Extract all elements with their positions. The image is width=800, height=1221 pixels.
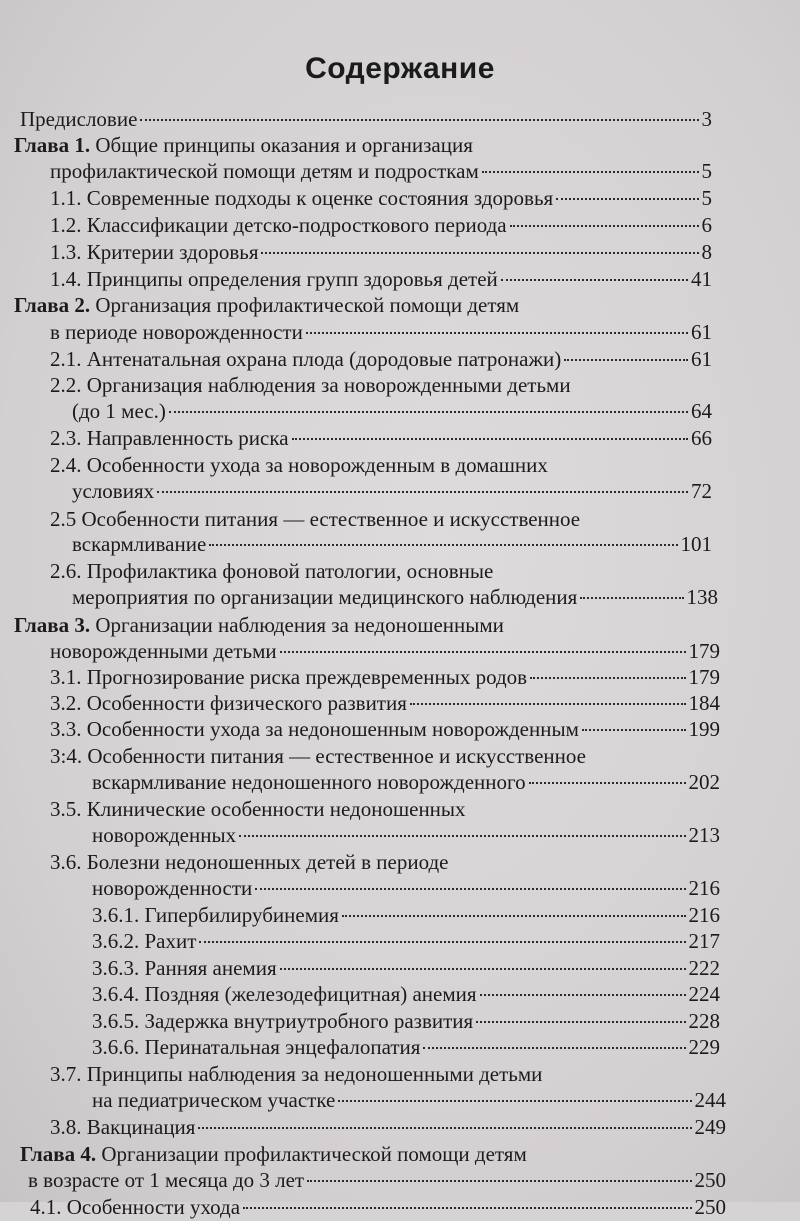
page-number: 216 bbox=[688, 903, 720, 927]
dot-leader bbox=[338, 1100, 691, 1102]
toc-entry-text bbox=[50, 1060, 726, 1088]
entry-title: в возрасте от 1 месяца до 3 лет bbox=[28, 1168, 305, 1192]
entry-title: 2.3. Направленность риска bbox=[50, 426, 289, 450]
dot-leader bbox=[510, 225, 699, 227]
entry-title: 3.1. Прогнозирование риска преждевременных родов bbox=[50, 665, 528, 689]
entry-title: 2.1. Антенатальная охрана плода (дородовые патронажи) bbox=[50, 347, 562, 371]
dot-leader bbox=[480, 994, 686, 996]
toc-chapter-line bbox=[14, 131, 712, 159]
dot-leader bbox=[239, 835, 685, 837]
toc-entry-text bbox=[50, 505, 712, 533]
toc-entry bbox=[92, 901, 720, 929]
toc-entry bbox=[72, 583, 718, 611]
dot-leader bbox=[280, 968, 686, 970]
dot-leader bbox=[530, 677, 685, 679]
toc-entry-text bbox=[92, 927, 196, 955]
dot-leader bbox=[529, 782, 686, 784]
toc-entry bbox=[50, 211, 712, 239]
dot-leader bbox=[243, 1207, 691, 1209]
toc-entry-text bbox=[50, 848, 720, 876]
entry-title: 3.7. Принципы наблюдения за недоношенными детьми bbox=[50, 1062, 543, 1086]
toc-entry-text bbox=[50, 184, 553, 212]
toc-entry-text bbox=[20, 1140, 726, 1168]
entry-title: в периоде новорожденности bbox=[50, 320, 303, 344]
entry-title: 3.2. Особенности физического развития bbox=[50, 691, 407, 715]
toc-entry bbox=[50, 184, 712, 212]
toc-entry-text bbox=[50, 742, 720, 770]
toc-entry bbox=[92, 1007, 720, 1035]
page-number: 8 bbox=[701, 240, 712, 264]
toc-entry bbox=[50, 637, 720, 665]
chapter-label: Глава 3. bbox=[14, 613, 91, 637]
toc-entry-text bbox=[50, 795, 720, 823]
toc-entry-text bbox=[14, 611, 720, 639]
toc-entry-text bbox=[50, 663, 527, 691]
dot-leader bbox=[582, 729, 686, 731]
page-number: 41 bbox=[691, 267, 712, 291]
page-number: 64 bbox=[691, 399, 712, 423]
toc-entry bbox=[92, 768, 720, 796]
dot-leader bbox=[342, 915, 686, 917]
page-number: 229 bbox=[688, 1035, 720, 1059]
entry-title: 4.1. Особенности ухода bbox=[30, 1195, 241, 1219]
page-number: 213 bbox=[688, 823, 720, 847]
entry-title: Организация профилактической помощи детям bbox=[90, 293, 520, 317]
page-number: 3 bbox=[701, 107, 712, 131]
toc-entry-text bbox=[72, 530, 206, 558]
page-number: 61 bbox=[691, 320, 712, 344]
dot-leader bbox=[501, 279, 688, 281]
toc-entry-text bbox=[50, 238, 258, 266]
entry-title: условиях bbox=[72, 479, 155, 503]
entry-title: 3.3. Особенности ухода за недоношенным новорожденным bbox=[50, 717, 579, 741]
dot-leader bbox=[209, 544, 677, 546]
chapter-label: Глава 2. bbox=[14, 293, 91, 317]
entry-title: вскармливание недоношенного новорожденного bbox=[92, 770, 526, 794]
toc-entry-text bbox=[72, 477, 154, 505]
entry-title: 3.8. Вакцинация bbox=[50, 1115, 196, 1139]
toc-entry-text bbox=[92, 901, 339, 929]
toc-entry bbox=[50, 265, 712, 293]
entry-title: 3.6.5. Задержка внутриутробного развития bbox=[92, 1009, 474, 1033]
page-number: 61 bbox=[691, 347, 712, 371]
page-number: 216 bbox=[688, 876, 720, 900]
page-number: 222 bbox=[688, 956, 720, 980]
entry-title: Предисловие bbox=[20, 107, 138, 131]
dot-leader bbox=[564, 359, 688, 361]
toc-entry-text bbox=[50, 318, 303, 346]
toc-entry bbox=[50, 715, 720, 743]
toc-entry bbox=[92, 954, 720, 982]
toc-chapter-line bbox=[14, 291, 712, 319]
toc-entry-text bbox=[50, 451, 712, 479]
toc-entry bbox=[50, 663, 720, 691]
toc-entry-text bbox=[92, 1007, 473, 1035]
page-number: 179 bbox=[688, 665, 720, 689]
dot-leader bbox=[476, 1021, 685, 1023]
entry-title: на педиатрическом участке bbox=[92, 1088, 336, 1112]
page-number: 138 bbox=[686, 585, 718, 609]
toc-entry bbox=[30, 1193, 726, 1221]
page-number: 72 bbox=[691, 479, 712, 503]
dot-leader bbox=[292, 438, 688, 440]
toc-entry bbox=[50, 424, 712, 452]
entry-title: 3.6.3. Ранняя анемия bbox=[92, 956, 277, 980]
toc-entry-text bbox=[50, 689, 407, 717]
chapter-label: Глава 1. bbox=[14, 133, 91, 157]
dot-leader bbox=[307, 1180, 691, 1182]
page-number: 249 bbox=[694, 1115, 726, 1139]
toc-entry-text bbox=[50, 345, 561, 373]
entry-title: 3.6.4. Поздняя (железодефицитная) анемия bbox=[92, 982, 477, 1006]
entry-title: 2.2. Организация наблюдения за новорожденными детьми bbox=[50, 373, 571, 397]
entry-title: 3.6. Болезни недоношенных детей в периоде bbox=[50, 850, 449, 874]
page-number: 184 bbox=[688, 691, 720, 715]
page-number: 66 bbox=[691, 426, 712, 450]
toc-entry-text bbox=[92, 1086, 335, 1114]
toc-entry bbox=[50, 238, 712, 266]
toc-entry bbox=[72, 530, 712, 558]
page-number: 228 bbox=[688, 1009, 720, 1033]
page-number: 250 bbox=[694, 1168, 726, 1192]
dot-leader bbox=[169, 411, 688, 413]
page-number: 244 bbox=[694, 1088, 726, 1112]
dot-leader bbox=[198, 1127, 691, 1129]
toc-entry bbox=[72, 397, 712, 425]
page-title: Содержание bbox=[305, 52, 495, 85]
toc-entry-text bbox=[92, 954, 277, 982]
toc-entry bbox=[50, 157, 712, 185]
toc-entry bbox=[50, 557, 712, 585]
page-number: 5 bbox=[701, 186, 712, 210]
toc-entry-text bbox=[50, 557, 712, 585]
toc-entry bbox=[50, 451, 712, 479]
toc-entry-text bbox=[92, 1033, 420, 1061]
dot-leader bbox=[580, 597, 683, 599]
toc-entry-text bbox=[50, 637, 277, 665]
toc-entry-text bbox=[50, 211, 507, 239]
entry-title: 1.2. Классификации детско-подросткового периода bbox=[50, 213, 507, 237]
toc-entry-text bbox=[50, 424, 289, 452]
entry-title: 1.4. Принципы определения групп здоровья детей bbox=[50, 267, 498, 291]
toc-entry bbox=[50, 371, 712, 399]
toc-entry-text bbox=[50, 1113, 195, 1141]
toc-entry bbox=[50, 795, 720, 823]
toc-entry-text bbox=[50, 157, 479, 185]
toc-chapter-line bbox=[14, 611, 720, 639]
toc-entry bbox=[28, 1166, 726, 1194]
toc-entry-text bbox=[72, 397, 166, 425]
page-number: 202 bbox=[688, 770, 720, 794]
entry-title: 3.5. Клинические особенности недоношенных bbox=[50, 797, 466, 821]
entry-title: новорожденности bbox=[92, 876, 253, 900]
toc-entry bbox=[50, 1060, 726, 1088]
page-number: 224 bbox=[688, 982, 720, 1006]
entry-title: профилактической помощи детям и подросткам bbox=[50, 159, 479, 183]
dot-leader bbox=[482, 171, 699, 173]
dot-leader bbox=[199, 941, 685, 943]
toc-entry-text bbox=[50, 265, 498, 293]
dot-leader bbox=[410, 703, 686, 705]
toc-entry-text bbox=[14, 131, 712, 159]
page-number: 250 bbox=[694, 1195, 726, 1219]
toc-entry bbox=[50, 742, 720, 770]
entry-title: 3.6.6. Перинатальная энцефалопатия bbox=[92, 1035, 421, 1059]
toc-entry bbox=[92, 874, 720, 902]
dot-leader bbox=[157, 491, 688, 493]
page-number: 5 bbox=[701, 159, 712, 183]
toc-entry bbox=[50, 345, 712, 373]
entry-title: Общие принципы оказания и организация bbox=[90, 133, 473, 157]
dot-leader bbox=[261, 252, 698, 254]
toc-entry-text bbox=[92, 980, 477, 1008]
toc-entry-text bbox=[30, 1193, 240, 1221]
toc-entry-text bbox=[92, 821, 236, 849]
toc-entry-text bbox=[50, 715, 579, 743]
page-number: 179 bbox=[688, 639, 720, 663]
dot-leader bbox=[140, 119, 698, 121]
entry-title: 1.3. Критерии здоровья bbox=[50, 240, 259, 264]
toc-entry-text bbox=[72, 583, 577, 611]
entry-title: 2.4. Особенности ухода за новорожденным в домашних bbox=[50, 453, 548, 477]
toc-chapter-line bbox=[20, 1140, 726, 1168]
toc-entry-text bbox=[92, 874, 252, 902]
toc-entry bbox=[92, 821, 720, 849]
entry-title: мероприятия по организации медицинского наблюдения bbox=[72, 585, 578, 609]
chapter-label: Глава 4. bbox=[20, 1142, 97, 1166]
toc-entry bbox=[92, 980, 720, 1008]
toc-entry-text bbox=[20, 105, 137, 133]
toc-entry bbox=[92, 927, 720, 955]
toc-entry-text bbox=[92, 768, 526, 796]
entry-title: 2.5 Особенности питания — естественное и искусственное bbox=[50, 507, 581, 531]
toc-entry bbox=[50, 689, 720, 717]
page-number: 217 bbox=[688, 929, 720, 953]
entry-title: вскармливание bbox=[72, 532, 207, 556]
dot-leader bbox=[423, 1047, 685, 1049]
dot-leader bbox=[255, 888, 685, 890]
entry-title: 2.6. Профилактика фоновой патологии, основные bbox=[50, 559, 494, 583]
entry-title: 3:4. Особенности питания — естественное и искусственное bbox=[50, 744, 586, 768]
toc-entry bbox=[50, 318, 712, 346]
page-number: 199 bbox=[688, 717, 720, 741]
entry-title: 3.6.1. Гипербилирубинемия bbox=[92, 903, 339, 927]
page-number: 6 bbox=[701, 213, 712, 237]
page-number: 101 bbox=[680, 532, 712, 556]
toc-entry bbox=[92, 1086, 726, 1114]
toc-entry-text bbox=[14, 291, 712, 319]
dot-leader bbox=[280, 651, 686, 653]
dot-leader bbox=[556, 198, 698, 200]
toc-entry bbox=[50, 505, 712, 533]
toc-entry bbox=[72, 477, 712, 505]
entry-title: Организации наблюдения за недоношенными bbox=[90, 613, 504, 637]
toc-entry bbox=[20, 105, 712, 133]
entry-title: новорожденных bbox=[92, 823, 237, 847]
toc-entry bbox=[50, 1113, 726, 1141]
entry-title: 3.6.2. Рахит bbox=[92, 929, 197, 953]
entry-title: (до 1 мес.) bbox=[72, 399, 166, 423]
toc-entry bbox=[92, 1033, 720, 1061]
entry-title: Организации профилактической помощи детям bbox=[96, 1142, 527, 1166]
dot-leader bbox=[306, 332, 688, 334]
toc-entry bbox=[50, 848, 720, 876]
toc-entry-text bbox=[28, 1166, 304, 1194]
toc-entry-text bbox=[50, 371, 712, 399]
entry-title: новорожденными детьми bbox=[50, 639, 277, 663]
entry-title: 1.1. Современные подходы к оценке состояния здоровья bbox=[50, 186, 554, 210]
